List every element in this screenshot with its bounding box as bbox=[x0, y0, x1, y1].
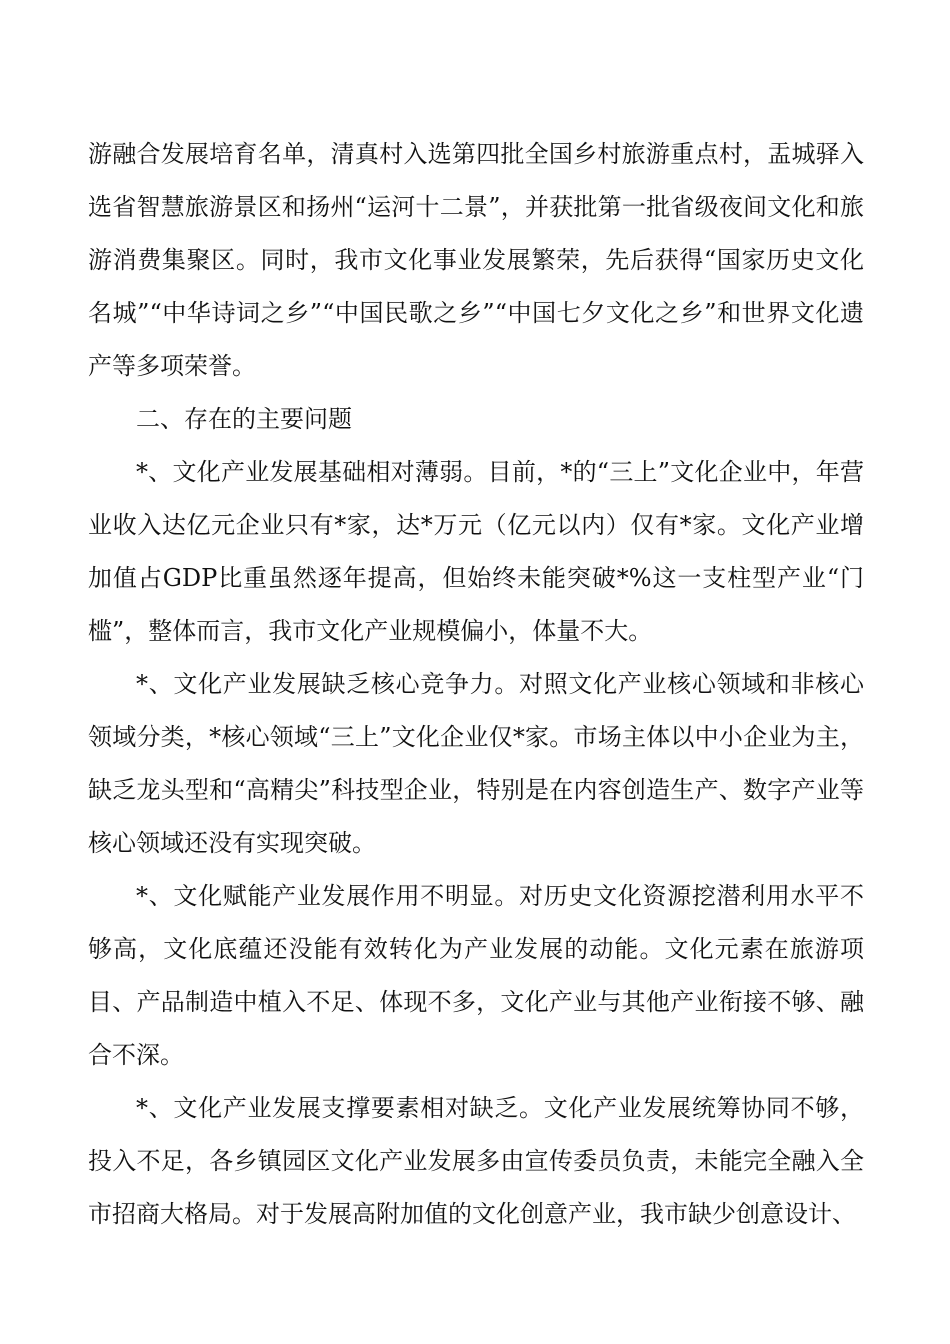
section-heading: 二、存在的主要问题 bbox=[136, 405, 352, 433]
paragraph-core-competitiveness: *、文化产业发展缺乏核心竞争力。对照文化产业核心领域和非核心领域分类，*核心领域“三上”文化企业仅*家。市场主体以中小企业为主，缺乏龙头型和“高精尖”科技型企业，特别是在内容创造生产、数字产业等核心领域还没有实现突破。 bbox=[88, 670, 864, 857]
paragraph-foundation-weak: *、文化产业发展基础相对薄弱。目前，*的“三上”文化企业中，年营业收入达亿元企业只有*家，达*万元（亿元以内）仅有*家。文化产业增加值占GDP比重虽然逐年提高，但始终未能突破*%这一支柱型产业“门槛”，整体而言，我市文化产业规模偏小，体量不大。 bbox=[88, 458, 864, 645]
document-body bbox=[88, 128, 864, 1241]
paragraph-support-elements: *、文化产业发展支撑要素相对缺乏。文化产业发展统筹协同不够，投入不足，各乡镇园区文化产业发展多由宣传委员负责，未能完全融入全市招商大格局。对于发展高附加值的文化创意产业，我市缺少创意设计、 bbox=[88, 1094, 864, 1228]
paragraph-continuation: 游融合发展培育名单，清真村入选第四批全国乡村旅游重点村，盂城驿入选省智慧旅游景区和扬州“运河十二景”，并获批第一批省级夜间文化和旅游消费集聚区。同时，我市文化事业发展繁荣，先后获得“国家历史文化名城”“中华诗词之乡”“中国民歌之乡”“中国七夕文化之乡”和世界文化遗产等多项荣誉。 bbox=[88, 140, 864, 380]
paragraph-cultural-empowerment: *、文化赋能产业发展作用不明显。对历史文化资源挖潜利用水平不够高，文化底蕴还没能有效转化为产业发展的动能。文化元素在旅游项目、产品制造中植入不足、体现不多，文化产业与其他产业衔接不够、融合不深。 bbox=[88, 882, 864, 1069]
